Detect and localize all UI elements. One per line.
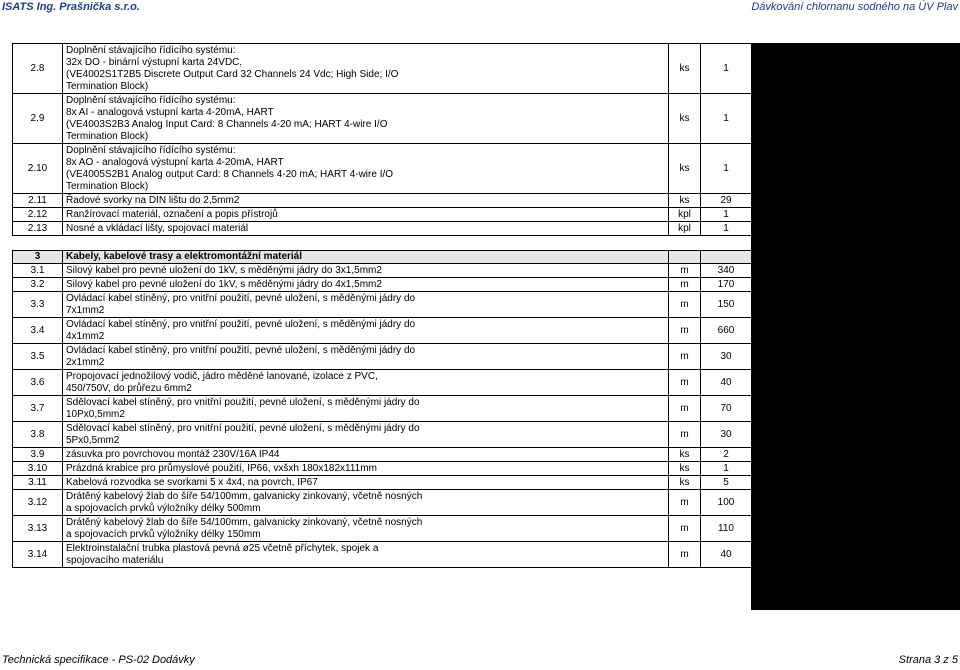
item-number: 2.12 <box>13 208 63 222</box>
item-number: 2.11 <box>13 194 63 208</box>
item-number: 2.13 <box>13 222 63 236</box>
item-number: 3.10 <box>13 462 63 476</box>
item-description: Silový kabel pro pevné uložení do 1kV, s měděnými jádry do 3x1,5mm2 <box>63 264 669 278</box>
item-description: zásuvka pro povrchovou montáž 230V/16A IP44 <box>63 448 669 462</box>
item-number: 3.13 <box>13 516 63 542</box>
item-quantity: 40 <box>701 542 752 568</box>
item-unit: ks <box>669 476 701 490</box>
item-number: 3.4 <box>13 318 63 344</box>
table-row <box>13 208 752 222</box>
item-description: Ovládací kabel stíněný, pro vnitřní použití, pevné uložení, s měděnými jádry do 4x1mm2 <box>63 318 669 344</box>
footer-document-name: Technická specifikace - PS-02 Dodávky <box>2 654 195 666</box>
table-row <box>13 370 752 396</box>
company-name: ISATS Ing. Prašnička s.r.o. <box>2 1 140 13</box>
item-unit: m <box>669 370 701 396</box>
table-row <box>13 476 752 490</box>
item-description: Elektroinstalační trubka plastová pevná ø25 včetně příchytek, spojek a spojovacího materiálu <box>63 542 669 568</box>
table-row <box>13 490 752 516</box>
table-row <box>13 44 752 94</box>
table-body-top <box>13 44 752 236</box>
item-unit: m <box>669 542 701 568</box>
item-quantity: 40 <box>701 370 752 396</box>
item-unit: m <box>669 278 701 292</box>
item-quantity: 30 <box>701 344 752 370</box>
section-gap <box>13 236 752 251</box>
item-number: 2.8 <box>13 44 63 94</box>
redacted-area <box>751 43 960 610</box>
table-row <box>13 462 752 476</box>
item-unit: ks <box>669 44 701 94</box>
item-unit: ks <box>669 448 701 462</box>
specification-table <box>12 43 752 568</box>
item-description: Kabelová rozvodka se svorkami 5 x 4x4, na povrch, IP67 <box>63 476 669 490</box>
table-row <box>13 94 752 144</box>
table-row <box>13 344 752 370</box>
item-number: 2.10 <box>13 144 63 194</box>
item-unit: ks <box>669 94 701 144</box>
item-quantity: 5 <box>701 476 752 490</box>
item-description: Ranžírovací materiál, označení a popis přístrojů <box>63 208 669 222</box>
table-row <box>13 278 752 292</box>
item-quantity: 29 <box>701 194 752 208</box>
section-header <box>13 251 752 264</box>
table-row <box>13 422 752 448</box>
page-number: Strana 3 z 5 <box>898 654 958 666</box>
item-unit: m <box>669 292 701 318</box>
item-description: Prázdná krabice pro průmyslové použití, IP66, vxšxh 180x182x111mm <box>63 462 669 476</box>
item-quantity: 2 <box>701 448 752 462</box>
item-description: Ovládací kabel stíněný, pro vnitřní použití, pevné uložení, s měděnými jádry do 2x1mm2 <box>63 344 669 370</box>
item-unit: ks <box>669 462 701 476</box>
item-unit: ks <box>669 144 701 194</box>
item-quantity: 340 <box>701 264 752 278</box>
item-description: Drátěný kabelový žlab do šíře 54/100mm, galvanicky zinkovaný, včetně nosných a spojovacích prvků výložníky délky 150mm <box>63 516 669 542</box>
item-description: Doplnění stávajícího řídícího systému: 32x DO - binární výstupní karta 24VDC, (VE4002S1T2B5 Discrete Output Card 32 Channels 24 Vdc; High Side; I/O Termination Block) <box>63 44 669 94</box>
section-title: Kabely, kabelové trasy a elektromontážní materiál <box>63 251 669 264</box>
item-unit: m <box>669 422 701 448</box>
table-row <box>13 264 752 278</box>
item-number: 3.6 <box>13 370 63 396</box>
item-description: Řadové svorky na DIN lištu do 2,5mm2 <box>63 194 669 208</box>
item-unit: m <box>669 490 701 516</box>
item-description: Propojovací jednožilový vodič, jádro měděné lanované, izolace z PVC, 450/750V, do průřezu 6mm2 <box>63 370 669 396</box>
table-row <box>13 222 752 236</box>
item-number: 3.8 <box>13 422 63 448</box>
item-number: 3.5 <box>13 344 63 370</box>
section-number: 3 <box>13 251 63 264</box>
table-row <box>13 396 752 422</box>
item-quantity: 1 <box>701 462 752 476</box>
item-number: 3.3 <box>13 292 63 318</box>
item-description: Ovládací kabel stíněný, pro vnitřní použití, pevné uložení, s měděnými jádry do 7x1mm2 <box>63 292 669 318</box>
item-number: 3.9 <box>13 448 63 462</box>
item-quantity: 1 <box>701 222 752 236</box>
item-quantity: 170 <box>701 278 752 292</box>
item-unit: m <box>669 344 701 370</box>
table-row <box>13 194 752 208</box>
table-row <box>13 448 752 462</box>
table-row <box>13 542 752 568</box>
page-footer <box>0 654 960 668</box>
item-number: 2.9 <box>13 94 63 144</box>
item-description: Nosné a vkládací lišty, spojovací materiál <box>63 222 669 236</box>
item-quantity: 1 <box>701 144 752 194</box>
item-unit: ks <box>669 194 701 208</box>
item-description: Sdělovací kabel stíněný, pro vnitřní použití, pevné uložení, s měděnými jádry do 10Px0,5mm2 <box>63 396 669 422</box>
item-unit: m <box>669 264 701 278</box>
document-title: Dávkování chlornanu sodného na ÚV Plav <box>751 1 958 13</box>
table-row <box>13 318 752 344</box>
item-number: 3.11 <box>13 476 63 490</box>
item-quantity: 150 <box>701 292 752 318</box>
table-row <box>13 144 752 194</box>
item-unit: m <box>669 396 701 422</box>
item-number: 3.2 <box>13 278 63 292</box>
table-row <box>13 292 752 318</box>
item-description: Doplnění stávajícího řídícího systému: 8x AI - analogová vstupní karta 4-20mA, HART (VE4003S2B3 Analog Input Card: 8 Channels 4-20 mA; HART 4-wire I/O Termination Block) <box>63 94 669 144</box>
table-body-bottom <box>13 264 752 568</box>
item-description: Silový kabel pro pevné uložení do 1kV, s měděnými jádry do 4x1,5mm2 <box>63 278 669 292</box>
item-quantity: 70 <box>701 396 752 422</box>
item-quantity: 1 <box>701 208 752 222</box>
item-number: 3.7 <box>13 396 63 422</box>
page-header <box>0 0 960 14</box>
item-description: Sdělovací kabel stíněný, pro vnitřní použití, pevné uložení, s měděnými jádry do 5Px0,5mm2 <box>63 422 669 448</box>
item-quantity: 110 <box>701 516 752 542</box>
item-number: 3.12 <box>13 490 63 516</box>
item-description: Doplnění stávajícího řídícího systému: 8x AO - analogová výstupní karta 4-20mA, HART (VE4005S2B1 Analog output Card: 8 Channels 4-20 mA; HART 4-wire I/O Termination Block) <box>63 144 669 194</box>
item-quantity: 1 <box>701 44 752 94</box>
item-quantity: 30 <box>701 422 752 448</box>
table-row <box>13 516 752 542</box>
item-quantity: 660 <box>701 318 752 344</box>
item-description: Drátěný kabelový žlab do šíře 54/100mm, galvanicky zinkovaný, včetně nosných a spojovacích prvků výložníky délky 500mm <box>63 490 669 516</box>
item-unit: m <box>669 318 701 344</box>
item-unit: kpl <box>669 222 701 236</box>
item-number: 3.1 <box>13 264 63 278</box>
item-number: 3.14 <box>13 542 63 568</box>
item-unit: m <box>669 516 701 542</box>
item-unit: kpl <box>669 208 701 222</box>
item-quantity: 1 <box>701 94 752 144</box>
item-quantity: 100 <box>701 490 752 516</box>
